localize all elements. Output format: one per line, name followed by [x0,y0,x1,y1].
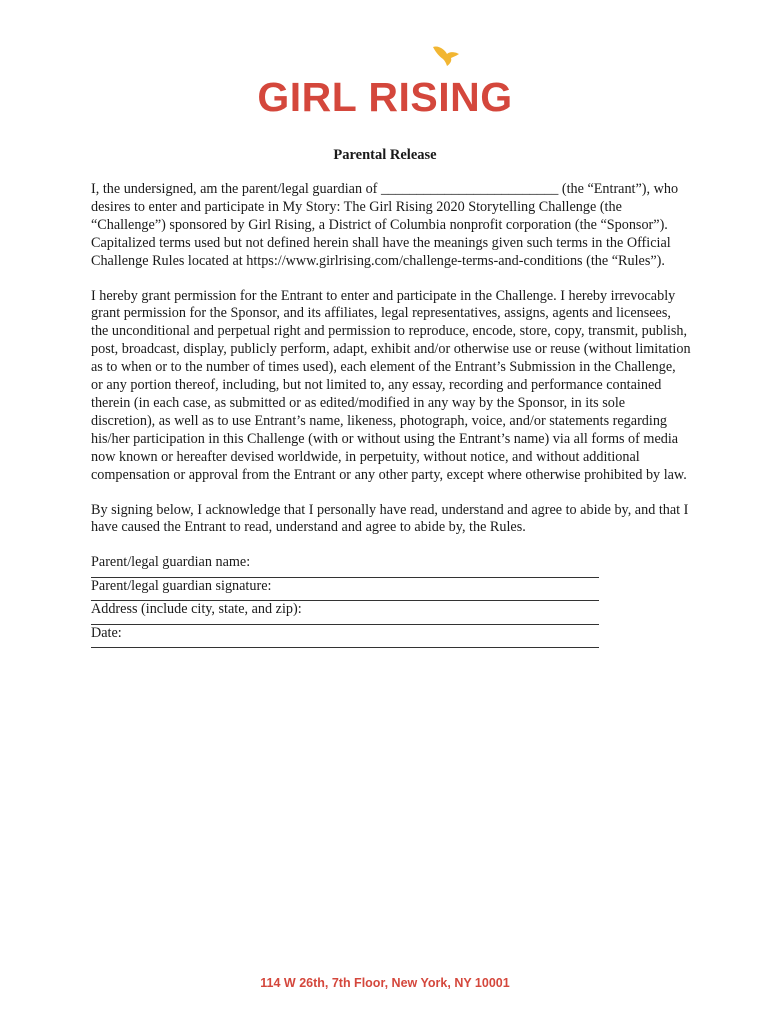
address-field[interactable] [91,601,691,624]
intro-paragraph: I, the undersigned, am the parent/legal guardian of _________________________ (the “Entrant”), who desires to enter and participate in My Story: The Girl Rising 2020 Storytelling Challenge (the “Challenge”) sponsored by Girl Rising, a District of Columbia nonprofit corporation (the “Sponsor”). Capitalized terms used but not defined herein shall have the meanings given such terms in the Official Challenge Rules located at https://www.girlrising.com/challenge-terms-and-conditions (the “Rules”). [91,181,679,269]
logo-wordmark: GIRL RISING [257,74,513,120]
field-label: Address (include city, state, and zip): [91,601,302,618]
field-underline[interactable] [91,629,599,648]
guardian-name-field[interactable] [91,554,691,577]
document-body [91,181,691,648]
document-title: Parental Release [333,147,437,163]
signature-fields [91,554,691,648]
permission-paragraph: I hereby grant permission for the Entrant to enter and participate in the Challenge. I hereby irrevocably grant permission for the Sponsor, and its affiliates, legal representatives, assigns, agents and licensees, the unconditional and perpetual right and permission to reproduce, encode, store, copy, transmit, publish, post, broadcast, display, publicly perform, adapt, exhibit and/or otherwise use or reuse (without limitation as to when or to the number of times used), each element of the Entrant’s Submission in the Challenge, or any portion thereof, including, but not limited to, any essay, recording and performance contained therein (in each case, as submitted or as edited/modified in any way by the Sponsor, in its sole discretion), as well as to use Entrant’s name, likeness, photograph, voice, and/or statements regarding his/her participation in this Challenge (with or without using the Entrant’s name) via all forms of media now known or hereafter devised worldwide, in perpetuity, without notice, and without additional compensation or approval from the Entrant or any other party, except where otherwise prohibited by law. [91,287,691,483]
bird-icon [431,44,461,70]
girl-rising-logo [0,44,770,124]
date-field[interactable] [91,625,691,648]
footer-address: 114 W 26th, 7th Floor, New York, NY 10001 [260,976,510,990]
field-label: Parent/legal guardian name: [91,554,251,571]
field-label: Parent/legal guardian signature: [91,577,272,594]
acknowledgement-paragraph: By signing below, I acknowledge that I personally have read, understand and agree to abide by, and that I have caused the Entrant to read, understand and agree to abide by, the Rules. [91,501,689,536]
guardian-signature-field[interactable] [91,578,691,601]
field-label: Date: [91,624,122,641]
